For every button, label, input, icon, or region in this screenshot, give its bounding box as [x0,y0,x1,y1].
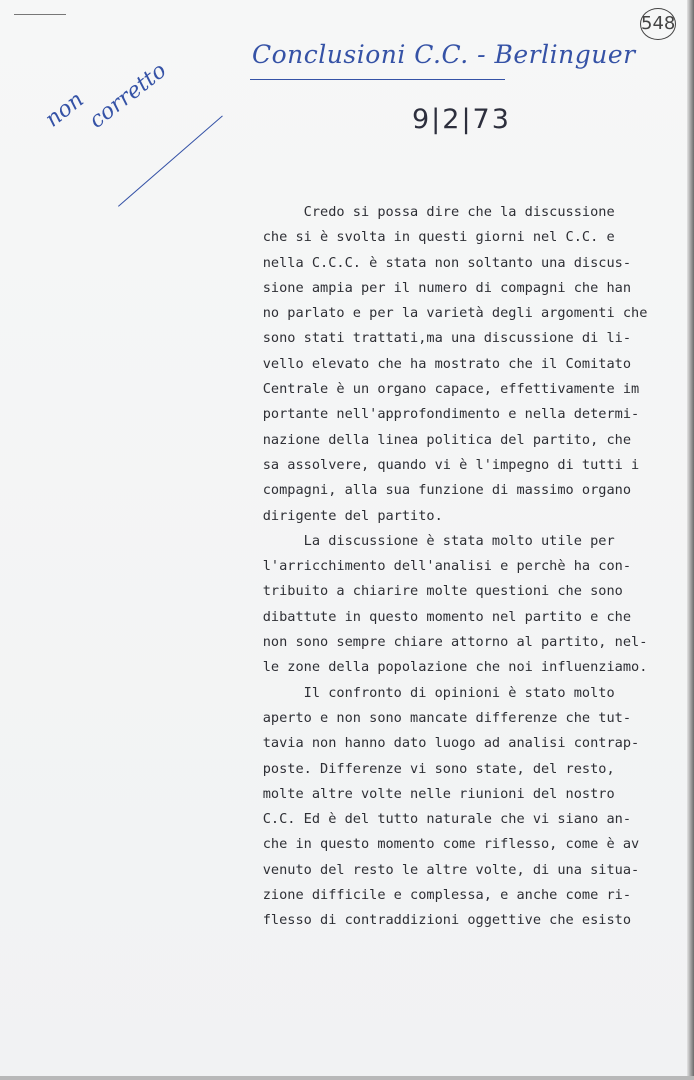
body-line: che si è svolta in questi giorni nel C.C. e [230,229,615,246]
body-line: nazione della linea politica del partito, che [230,431,632,448]
body-line: Centrale è un organo capace, effettivamente im [230,381,640,398]
page-edge-shadow [687,0,694,1080]
body-line: tribuito a chiarire molte questioni che sono [230,583,623,600]
heading-underline [250,79,505,80]
body-line: portante nell'approfondimento e nella determi- [230,406,640,423]
body-line: tavia non hanno dato luogo ad analisi contrap- [230,735,640,752]
margin-note-stroke [118,115,223,206]
body-line: che in questo momento come riflesso, come è av [230,836,640,853]
body-line: La discussione è stata molto utile per [230,532,615,549]
body-line: no parlato e per la varietà degli argomenti che [230,305,648,322]
body-line: Il confronto di opinioni è stato molto [230,684,615,701]
body-line: zione difficile e complessa, e anche come ri- [230,887,632,904]
body-line: poste. Differenze vi sono state, del resto, [230,760,615,777]
body-line: C.C. Ed è del tutto naturale che vi siano an- [230,811,632,828]
body-line: venuto del resto le altre volte, di una situa- [230,861,640,878]
body-line: sione ampia per il numero di compagni che han [230,279,632,296]
margin-note [40,35,173,156]
handwritten-date: 9|2|73 [412,104,511,135]
body-line: dibattute in questo momento nel partito e che [230,608,632,625]
body-line: nella C.C.C. è stata non soltanto una discus- [230,254,632,271]
body-line: Credo si possa dire che la discussione [230,204,615,220]
handwritten-heading: Conclusioni C.C. - Berlinguer [252,40,636,69]
body-line: sa assolvere, quando vi è l'impegno di tutti i [230,456,640,473]
body-line: molte altre volte nelle riunioni del nostro [230,785,615,802]
body-line: compagni, alla sua funzione di massimo organo [230,482,632,499]
page-bottom-edge [0,1076,694,1080]
body-line: flesso di contraddizioni oggettive che esisto [230,912,632,929]
body-line: vello elevato che ha mostrato che il Comitato [230,355,632,372]
body-line: sono stati trattati,ma una discussione di li- [230,330,632,347]
typewritten-body [230,200,648,934]
body-line: le zone della popolazione che noi influenziamo. [230,659,648,676]
page-number-stamp: 548 [640,8,676,40]
margin-note-line-2: corretto [84,58,172,134]
body-line: non sono sempre chiare attorno al partito, nel- [230,634,648,651]
body-line: l'arricchimento dell'analisi e perchè ha con- [230,558,632,575]
margin-note-line-1: non [40,87,89,133]
corner-mark [14,14,66,19]
body-line: dirigente del partito. [230,507,443,524]
body-line: aperto e non sono mancate differenze che tut- [230,709,632,726]
